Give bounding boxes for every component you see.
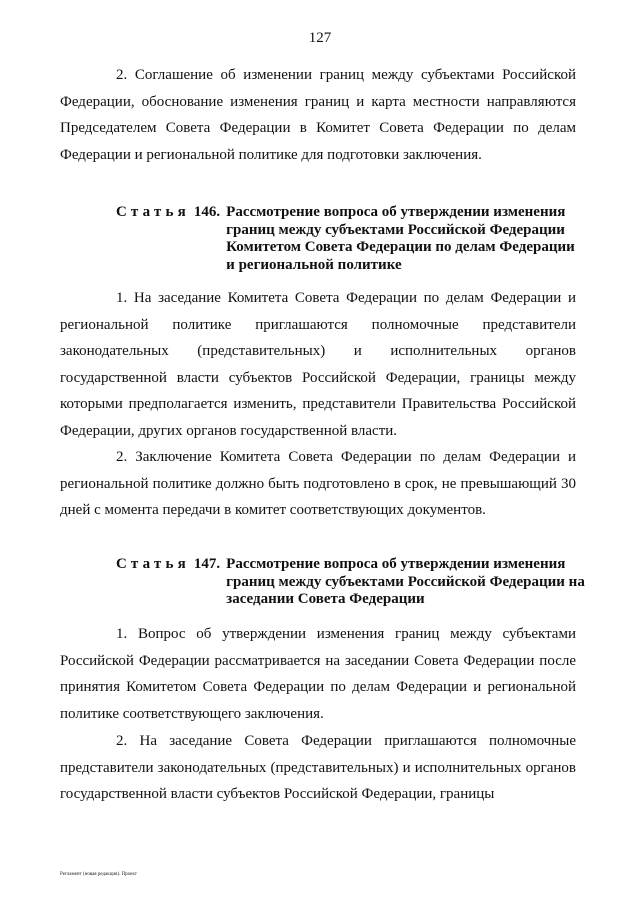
page-number: 127 bbox=[308, 30, 332, 46]
footer-note: Регламент (новая редакция). Проект bbox=[60, 872, 137, 877]
paragraph-146-1: 1. На заседание Комитета Совета Федерации по делам Федерации и региональной политике приглашаются полномочные представители законодательных (представительных) и исполнительных органов государственной власти субъектов Российской Федерации, границы между которыми предполагается изменить, представители Правительства Российской Федерации, других органов государственной власти. bbox=[60, 290, 576, 439]
paragraph-2-agreement: 2. Соглашение об изменении границ между субъектами Российской Федерации, обоснование изменения границ и карта местности направляются Председателем Совета Федерации в Комитет Совета Федерации по делам Федерации и региональной политике для подготовки заключения. bbox=[60, 67, 576, 163]
article-title: Рассмотрение вопроса об утверждении изменения границ между субъектами Российской Федерации Комитетом Совета Федерации по делам Федерации и региональной политике bbox=[226, 204, 575, 273]
article-label: Статья bbox=[116, 204, 190, 220]
paragraph-147-2: 2. На заседание Совета Федерации приглашаются полномочные представители законодательных (представительных) и исполнительных органов государственной власти субъектов Российской Федерации, границы bbox=[60, 733, 576, 802]
article-number: 146. bbox=[193, 204, 221, 220]
paragraph-147-1: 1. Вопрос об утверждении изменения границ между субъектами Российской Федерации рассматривается на заседании Совета Федерации после принятия Комитетом Совета Федерации по делам Федерации и региональной политике соответствующего заключения. bbox=[60, 626, 576, 722]
article-label: Статья bbox=[116, 556, 190, 572]
article-146-heading bbox=[116, 204, 586, 274]
paragraph-146-2: 2. Заключение Комитета Совета Федерации по делам Федерации и региональной политике должно быть подготовлено в срок, не превышающий 30 дней с момента передачи в комитет соответствующих документов. bbox=[60, 449, 576, 518]
article-number: 147. bbox=[193, 556, 221, 572]
article-147-heading bbox=[116, 556, 586, 609]
article-title: Рассмотрение вопроса об утверждении изменения границ между субъектами Российской Федерации на заседании Совета Федерации bbox=[226, 556, 585, 607]
